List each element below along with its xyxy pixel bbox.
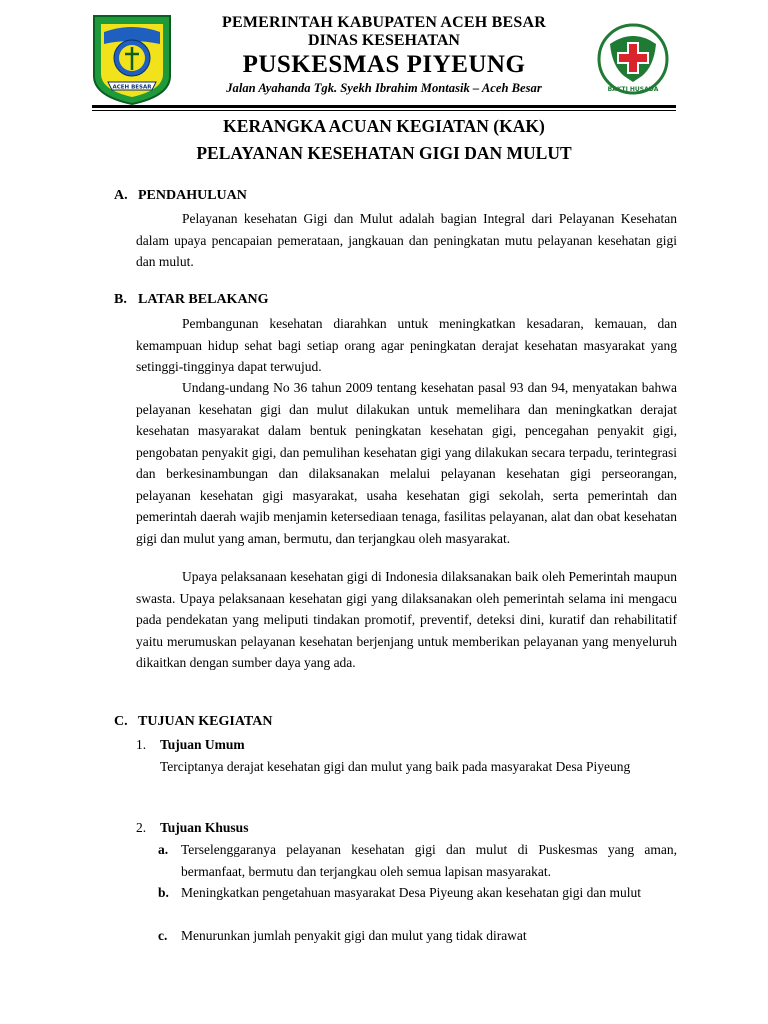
tujuan-khusus-number: 2. bbox=[136, 820, 147, 835]
section-a-letter: A. bbox=[114, 188, 128, 203]
list-item bbox=[158, 882, 677, 904]
section-c-letter: C. bbox=[114, 714, 128, 729]
logo-motto-text: BAKTI HUSADA bbox=[607, 86, 659, 93]
section-a-text: Pelayanan kesehatan Gigi dan Mulut adalah bagian Integral dari Pelayanan Kesehatan dalam upaya pencapaian pemerataan, jangkauan dan peningkatan mutu pelayanan kesehatan gigi dan mulut. bbox=[136, 211, 677, 269]
bakti-husada-logo bbox=[596, 22, 670, 96]
section-b-letter: B. bbox=[114, 292, 127, 307]
aceh-besar-emblem bbox=[92, 14, 172, 106]
section-b-heading bbox=[114, 292, 269, 308]
section-b-paragraph-2 bbox=[136, 377, 677, 549]
section-a-paragraph bbox=[136, 208, 677, 273]
letterhead-rule-thin bbox=[92, 110, 676, 111]
tujuan-umum-text: Terciptanya derajat kesehatan gigi dan mulut yang baik pada masyarakat Desa Piyeung bbox=[160, 759, 631, 774]
list-item-text: Terselenggaranya pelayanan kesehatan gigi dan mulut di Puskesmas yang aman, bermanfaat, bermutu dan terjangkau oleh semua lapisan masyarakat. bbox=[181, 842, 677, 879]
list-item-letter: b. bbox=[158, 885, 169, 900]
list-item bbox=[158, 839, 677, 882]
emblem-ribbon-text: ACEH BESAR bbox=[112, 84, 152, 91]
tujuan-umum-number: 1. bbox=[136, 737, 147, 752]
section-b-text-1: Pembangunan kesehatan diarahkan untuk meningkatkan kesadaran, kemauan, dan kemampuan hidup sehat bagi setiap orang agar peningkatan derajat kesehatan masyarakat yang setinggi-tingginya dapat terwujud. bbox=[136, 316, 677, 374]
section-c-title: TUJUAN KEGIATAN bbox=[138, 714, 273, 729]
section-b-text-3: Upaya pelaksanaan kesehatan gigi di Indonesia dilaksanakan baik oleh Pemerintah maupun swasta. Upaya pelaksanaan kesehatan gigi yang dilaksanakan oleh pemerintah selama ini mengacu pada pendekatan yang meliputi tindakan promotif, preventif, deteksi dini, kuratif dan rehabilitatif yaitu merumuskan pelayanan kesehatan berjenjang untuk memberikan pelayanan yang menyeluruh dikaitkan dengan sumber daya yang ada. bbox=[136, 569, 677, 670]
tujuan-khusus-label: Tujuan Khusus bbox=[160, 820, 249, 835]
section-b-paragraph-3 bbox=[136, 566, 677, 674]
letterhead bbox=[186, 14, 582, 97]
letterhead-government: PEMERINTAH KABUPATEN ACEH BESAR bbox=[221, 14, 546, 31]
letterhead-address: Jalan Ayahanda Tgk. Syekh Ibrahim Montasik – Aceh Besar bbox=[226, 81, 542, 95]
letterhead-rule-thick bbox=[92, 105, 676, 108]
list-item-letter: a. bbox=[158, 842, 169, 857]
document-subtitle: PELAYANAN KESEHATAN GIGI DAN MULUT bbox=[196, 143, 572, 163]
tujuan-umum-label: Tujuan Umum bbox=[160, 737, 245, 752]
list-item-text: Menurunkan jumlah penyakit gigi dan mulut yang tidak dirawat bbox=[181, 928, 527, 943]
section-a-heading bbox=[114, 188, 247, 204]
tujuan-khusus-heading bbox=[136, 820, 248, 836]
document-title: KERANGKA ACUAN KEGIATAN (KAK) bbox=[223, 116, 545, 136]
letterhead-institution: PUSKESMAS PIYEUNG bbox=[242, 51, 526, 78]
list-item-letter: c. bbox=[158, 928, 168, 943]
section-a-title: PENDAHULUAN bbox=[138, 188, 247, 203]
list-item bbox=[158, 925, 677, 947]
section-b-title: LATAR BELAKANG bbox=[138, 292, 269, 307]
section-b-text-2: Undang-undang No 36 tahun 2009 tentang kesehatan pasal 93 dan 94, menyatakan bahwa pelayanan kesehatan gigi dan mulut dilakukan untuk memelihara dan meningkatkan derajat kesehatan masyarakat dalam bentuk peningkatan kesehatan gigi, pencegahan penyakit gigi, pengobatan penyakit gigi, dan pemulihan kesehatan gigi yang dilakukan secara terpadu, terintegrasi dan berkesinambungan dan dilaksanakan melalui pelayanan kesehatan gigi perseorangan, pelayanan kesehatan gigi masyarakat, usaha kesehatan gigi sekolah, serta pemerintah dan pemerintah daerah wajib menjamin ketersediaan tenaga, fasilitas pelayanan, alat dan obat kesehatan gigi dan mulut yang aman, bermutu, dan terjangkau oleh masyarakat. bbox=[136, 380, 677, 546]
letterhead-department: DINAS KESEHATAN bbox=[308, 32, 460, 49]
tujuan-umum-heading bbox=[136, 737, 245, 753]
list-item-text: Meningkatkan pengetahuan masyarakat Desa Piyeung akan kesehatan gigi dan mulut bbox=[181, 885, 641, 900]
section-c-heading bbox=[114, 714, 272, 730]
section-b-paragraph-1 bbox=[136, 313, 677, 378]
